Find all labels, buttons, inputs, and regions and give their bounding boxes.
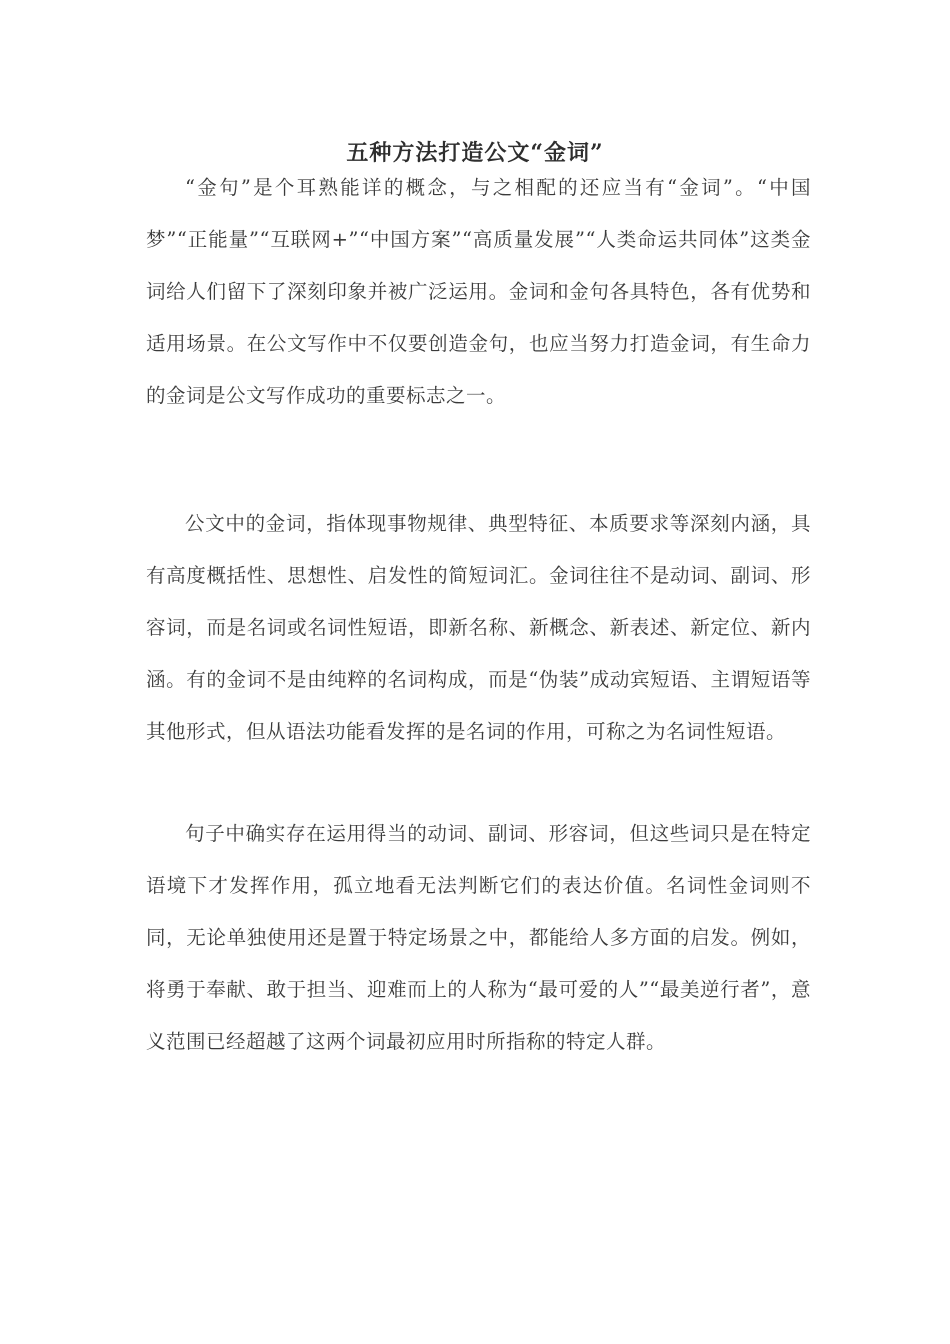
- paragraph-1: “金句”是个耳熟能详的概念，与之相配的还应当有“金词”。“中国梦”“正能量”“互联网+”“中国方案”“高质量发展”“人类命运共同体”这类金词给人们留下了深刻印象并被广泛运用。金词和金句各具特色，各有优势和适用场景。在公文写作中不仅要创造金句，也应当努力打造金词，有生命力的金词是公文写作成功的重要标志之一。: [146, 176, 811, 407]
- paragraph-3: 句子中确实存在运用得当的动词、副词、形容词，但这些词只是在特定语境下才发挥作用，孤立地看无法判断它们的表达价值。名词性金词则不同，无论单独使用还是置于特定场景之中，都能给人多方面的启发。例如，将勇于奉献、敢于担当、迎难而上的人称为“最可爱的人”“最美逆行者”，意义范围已经超越了这两个词最初应用时所指称的特定人群。: [146, 822, 811, 1053]
- document-title: 五种方法打造公文“金词”: [346, 140, 604, 166]
- paragraph-2: 公文中的金词，指体现事物规律、典型特征、本质要求等深刻内涵，具有高度概括性、思想性、启发性的简短词汇。金词往往不是动词、副词、形容词，而是名词或名词性短语，即新名称、新概念、新表述、新定位、新内涵。有的金词不是由纯粹的名词构成，而是“伪装”成动宾短语、主谓短语等其他形式，但从语法功能看发挥的是名词的作用，可称之为名词性短语。: [146, 512, 811, 743]
